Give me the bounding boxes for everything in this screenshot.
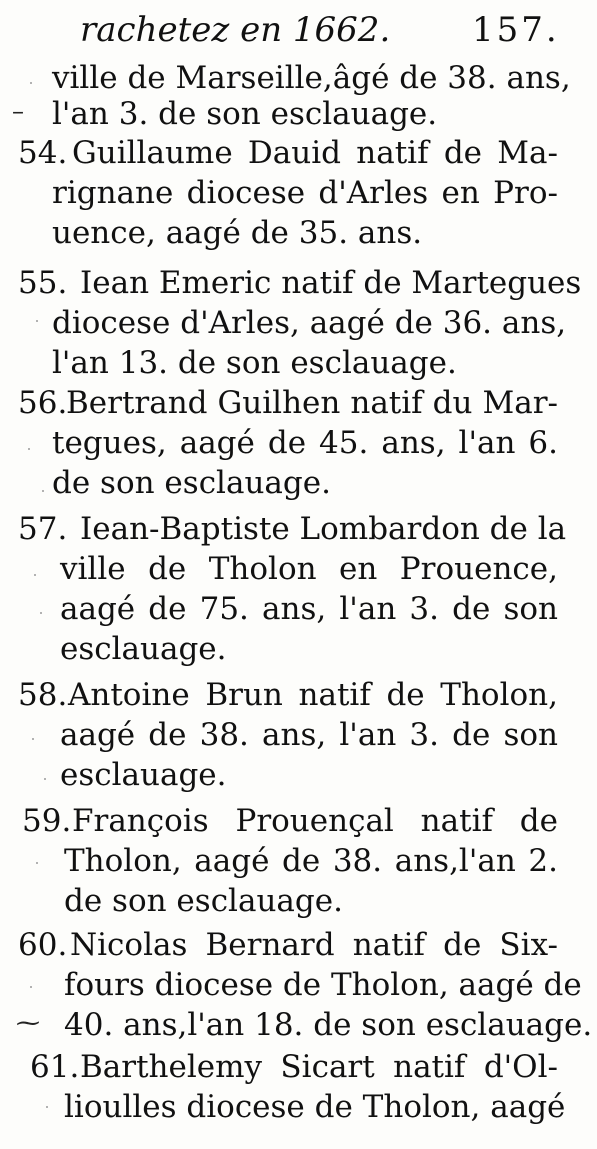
text-line: Guillaume Dauid natif de Ma- [72,135,558,171]
print-speck [30,986,32,988]
text-line: Antoine Brun natif de Tholon, [68,677,558,713]
entry-number: 61. [30,1049,80,1085]
entry-number: 57. [18,511,68,547]
entry-number: 55. [18,265,68,301]
print-speck [44,778,46,780]
text-line: lioulles diocese de Tholon, aagé [64,1089,566,1125]
text-line: Barthelemy Sicart natif d'Ol- [80,1049,558,1085]
print-speck [28,448,30,450]
entry-number: 60. [18,927,68,963]
page-number: 157. [472,10,560,50]
text-line: 40. ans,l'an 18. de son esclauage. [64,1007,593,1043]
text-line: diocese d'Arles, aagé de 36. ans, [52,305,567,341]
entry-number: 54. [18,135,68,171]
text-line: Bertrand Guilhen natif du Mar- [66,385,558,421]
text-line: fours diocese de Tholon, aagé de [64,967,582,1003]
text-line: l'an 3. de son esclauage. [52,96,438,132]
text-line: aagé de 75. ans, l'an 3. de son [60,591,558,627]
print-speck [32,738,34,740]
text-line: de son esclauage. [52,465,331,501]
text-line: l'an 13. de son esclauage. [52,345,457,381]
print-speck [36,320,38,322]
margin-mark: ⁓ [16,1009,40,1037]
text-line: tegues, aagé de 45. ans, l'an 6. [52,425,558,461]
running-head [60,4,580,56]
print-speck [42,490,44,492]
text-line: aagé de 38. ans, l'an 3. de son [60,717,558,753]
text-line: esclauage. [60,631,227,667]
entry-number: 56. [18,385,68,421]
print-speck [36,862,38,864]
margin-mark: – [12,97,24,125]
text-line: François Prouençal natif de [72,803,558,839]
text-line: Iean Emeric natif de Martegues [80,265,582,301]
text-line: esclauage. [60,757,227,793]
text-line: de son esclauage. [64,883,343,919]
running-head-title: rachetez en 1662. [80,10,391,50]
text-line: Nicolas Bernard natif de Six- [70,927,558,963]
text-line: Iean-Baptiste Lombardon de la [80,511,567,547]
text-line: ville de Tholon en Prouence, [60,551,558,587]
text-line: Tholon, aagé de 38. ans,l'an 2. [64,843,558,879]
print-speck [46,1106,48,1108]
print-speck [34,574,36,576]
entry-number: 59. [22,803,72,839]
print-speck [40,612,42,614]
text-line: uence, aagé de 35. ans. [52,215,423,251]
print-speck [30,82,32,84]
entry-number: 58. [18,677,68,713]
text-line: rignane diocese d'Arles en Pro- [52,175,558,211]
text-line: ville de Marseille,âgé de 38. ans, [52,60,571,96]
